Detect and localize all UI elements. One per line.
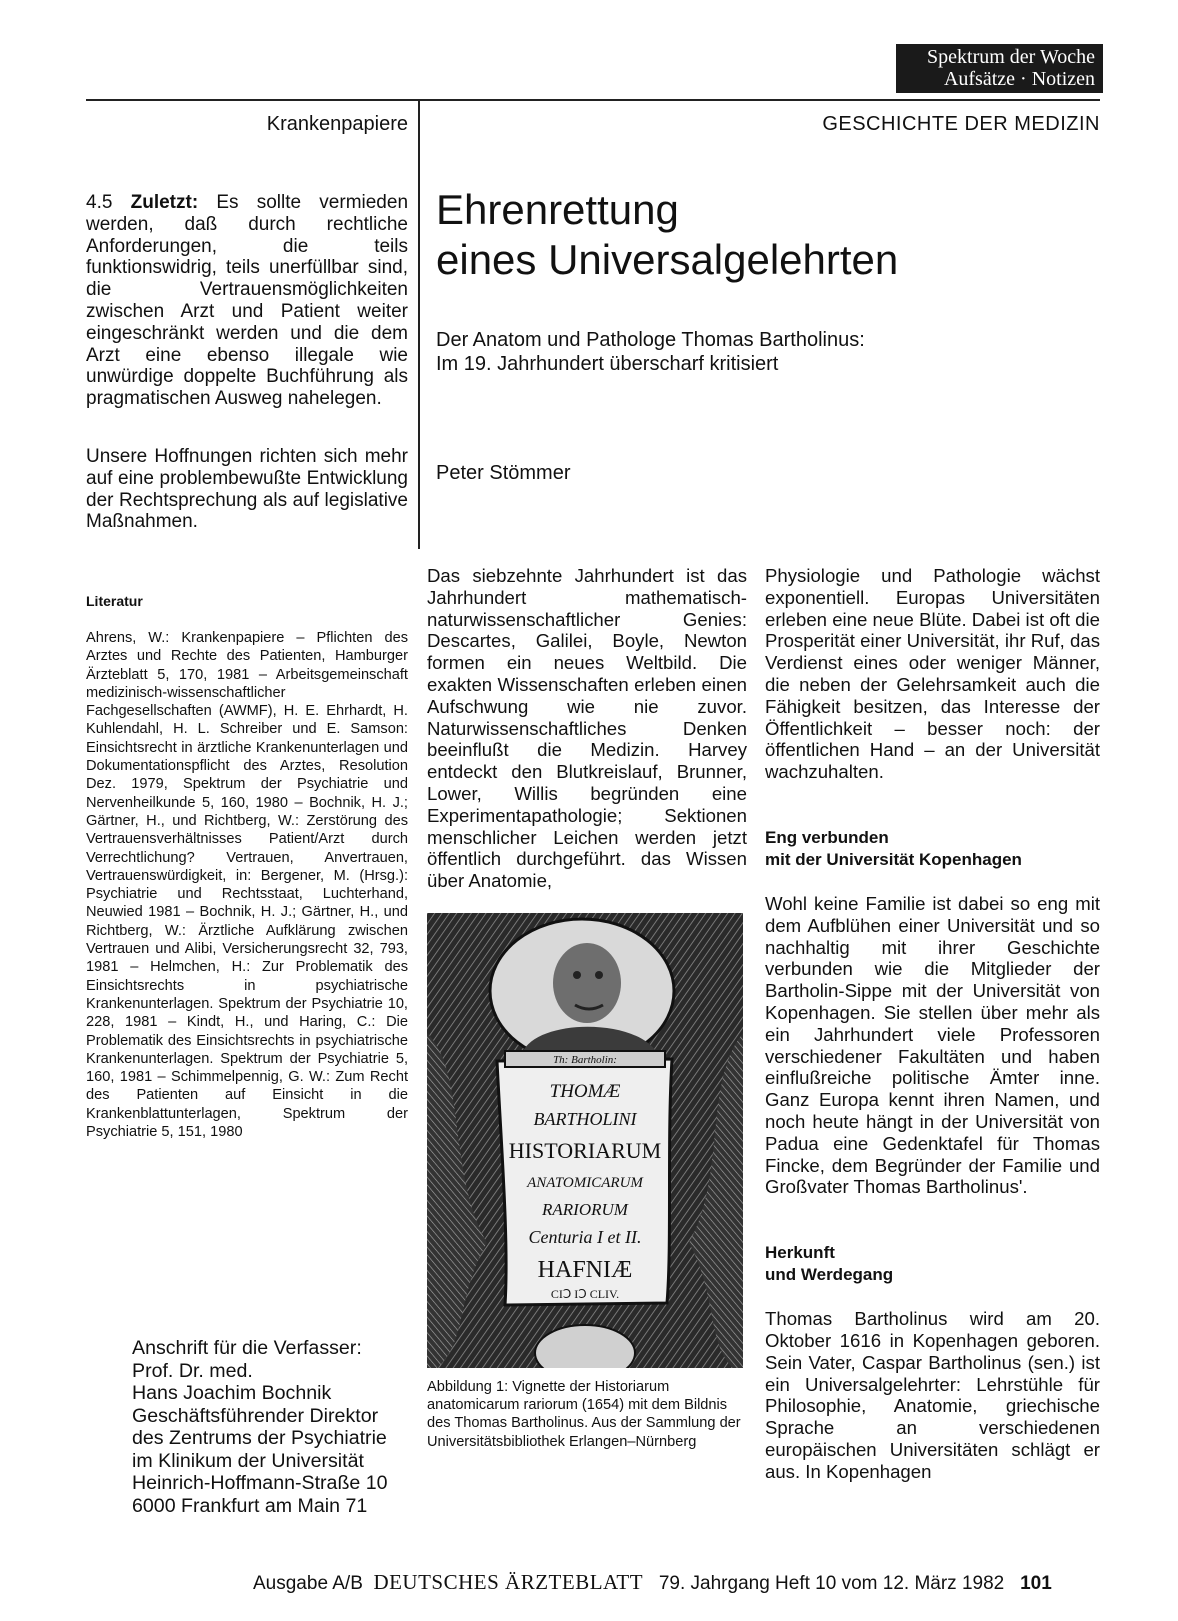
references-list (86, 629, 408, 1141)
references-heading: Literatur (86, 593, 143, 609)
body-paragraph: Das siebzehnte Jahrhundert ist das Jahrhundert mathematisch-naturwissenschaftlicher Genies: Descartes, Galilei, Boyle, Newton formen ein neues Weltbild. Die exakten Wissenschaften erleben einen Aufschwung wie nie zuvor. Naturwissenschaftliches Denken beeinflußt die Medizin. Harvey entdeckt den Blutkreislauf, Brunner, Lower, Willis begründen eine Experimentapathologie; Sektionen menschlicher Leichen werden jetzt öffentlich durchgeführt. das Wissen über Anatomie, (427, 565, 747, 892)
badge-line-2: Aufsätze · Notizen (943, 68, 1095, 90)
section-badge (896, 44, 1103, 93)
section-label-right: GESCHICHTE DER MEDIZIN (822, 113, 1100, 135)
subheading-1 (765, 827, 1100, 871)
footer-journal: DEUTSCHES ÄRZTEBLATT (373, 1570, 644, 1594)
body-column-2 (427, 565, 747, 892)
address-line: Hans Joachim Bochnik (132, 1382, 332, 1404)
article-subtitle (436, 328, 865, 376)
subtitle-line-1: Der Anatom und Pathologe Thomas Bartholinus: (436, 329, 865, 351)
plate-line-5: RARIORUM (542, 1200, 628, 1219)
author-address (132, 1337, 432, 1517)
address-line: des Zentrums der Psychiatrie (132, 1427, 387, 1449)
address-line: Prof. Dr. med. (132, 1359, 253, 1382)
plate-line-4: ANATOMICARUM (527, 1175, 643, 1191)
section-label-left: Krankenpapiere (266, 113, 408, 135)
page-number: 101 (1020, 1573, 1052, 1594)
body-paragraph: Physiologie und Pathologie wächst exponentiell. Europas Universitäten erleben eine neue Blüte. Dabei ist oft die Prosperität einer Universität, ihr Ruf, das Verdienst eines oder weniger Männer, die neben der Gelehrsamkeit auch die Fähigkeit besitzen, das Interesse der Öffentlichkeit – besser noch: der öffentlichen Hand – an der Universität wachzuhalten. (765, 565, 1100, 783)
paragraph-text: Es sollte vermieden werden, daß durch rechtliche Anforderungen, die teils funktionswidrig, teils unerfüllbar sind, die Vertrauensmöglichkeiten zwischen Arzt und Patient weiter eingeschränkt werden und die dem Arzt eine ebenso illegale wie unwürdige doppelte Buchführung als pragmatischen Ausweg nahelegen. (86, 192, 409, 410)
plate-line-8: CIↃ IↃ CLIV. (550, 1287, 620, 1301)
figure-vignette (427, 913, 743, 1368)
title-line-1: Ehrenrettung (436, 186, 679, 233)
body-paragraph: Thomas Bartholinus wird am 20. Oktober 1616 in Kopenhagen geboren. Sein Vater, Caspar Bartholinus (sen.) ist ein Universalgelehrter: Lehrstühle für Philosophie, Anatomie, griechische Sprache an verschiedenen europäischen Universitäten schlägt er aus. In Kopenhagen (765, 1308, 1100, 1482)
subtitle-line-2: Im 19. Jahrhundert überscharf kritisiert (436, 353, 779, 375)
vignette-illustration (427, 913, 743, 1368)
plate-line-7: HAFNIÆ (537, 1257, 633, 1283)
address-line: Heinrich-Hoffmann-Straße 10 (132, 1472, 388, 1494)
top-rule (86, 99, 1100, 101)
title-line-2: eines Universalgelehrten (436, 236, 899, 283)
footer-edition: Ausgabe A/B (253, 1573, 363, 1594)
plate-line-2: BARTHOLINI (533, 1109, 637, 1129)
paragraph-number: 4.5 (86, 192, 113, 213)
address-line: im Klinikum der Universität (132, 1449, 364, 1472)
subheading-line: Herkunft (765, 1243, 835, 1263)
paragraph-lead: Zuletzt: (130, 192, 199, 213)
figure-caption: Abbildung 1: Vignette der Historiarum anatomicarum rariorum (1654) mit dem Bildnis des Thomas Bartholinus. Aus der Sammlung der Universitätsbibliothek Erlangen–Nürnberg (427, 1379, 741, 1450)
references-text: Ahrens, W.: Krankenpapiere – Pflichten des Arztes und Rechte des Patienten, Hamburger Ärzteblatt 5, 170, 1981 – Arbeitsgemeinschaft medizinisch-wissenschaftlicher Fachgesellschaften (AWMF), H. E. Ehrhardt, H. Kuhlendahl, H. L. Schreiber und E. Samson: Einsichtsrecht in ärztliche Krankenunterlagen und Dokumentationspflicht des Arztes, Resolution Dez. 1979, Spektrum der Psychiatrie und Nervenheilkunde 5, 160, 1980 – Bochnik, H. J.; Gärtner, H., und Richtberg, W.: Zerstörung des Vertrauensverhältnisses Patient/Arzt durch Verrechtlichung? Vertrauen, Anvertrauen, Vertrauenswürdigkeit, in: Bergener, M. (Hrsg.): Psychiatrie und Rechtsstaat, Luchterhand, Neuwied 1981 – Bochnik, H. J.; Gärtner, H., und Richtberg, W.: Ärztliche Aufklärung zwischen Vertrauen und Alibi, Versicherungsrecht 32, 793, 1981 – Helmchen, H.: Zur Problematik des Einsichtsrechts in psychiatrische Krankenunterlagen. Spektrum der Psychiatrie 10, 228, 1981 – Kindt, H., und Haring, C.: Die Problematik des Einsichtsrechts in psychiatrische Krankenunterlagen. Spektrum der Psychiatrie 5, 160, 1981 – Schimmelpennig, G. W.: Zum Recht des Patienten auf Einsicht in die Krankenblattunterlagen, Spektrum der Psychiatrie 5, 151, 1980 (86, 630, 408, 1141)
subheading-2 (765, 1242, 1100, 1286)
left-paragraph-1 (86, 192, 408, 410)
address-line: Anschrift für die Verfasser: (132, 1337, 362, 1359)
plate-line-3: HISTORIARUM (508, 1138, 662, 1163)
plate-signature: Th: Bartholin: (553, 1054, 617, 1066)
left-paragraph-2 (86, 446, 408, 533)
plate-line-1: THOMÆ (549, 1081, 621, 1102)
plate-line-6: Centuria I et II. (528, 1227, 642, 1247)
badge-line-1: Spektrum der Woche (927, 46, 1095, 68)
article-author: Peter Stömmer (436, 462, 571, 484)
subheading-line: mit der Universität Kopenhagen (765, 849, 1022, 869)
address-line: 6000 Frankfurt am Main 71 (132, 1494, 368, 1517)
address-line: Geschäftsführender Direktor (132, 1404, 379, 1427)
subheading-line: und Werdegang (765, 1265, 894, 1285)
body-column-3 (765, 565, 1100, 1483)
paragraph-text: Unsere Hoffnungen richten sich mehr auf eine problembewußte Entwicklung der Rechtsprechung als auf legislative Maßnahmen. (86, 446, 408, 533)
subheading-line: Eng verbunden (765, 827, 889, 847)
column-divider (418, 99, 420, 549)
footer-issue: 79. Jahrgang Heft 10 vom 12. März 1982 (658, 1573, 1005, 1594)
page-footer (253, 1570, 1052, 1595)
article-title (436, 185, 898, 285)
body-paragraph: Wohl keine Familie ist dabei so eng mit dem Aufblühen einer Universität und so nachhaltig mit ihrer Geschichte verbunden wie die Mitglieder der Bartholin-Sippe mit der Universität von Kopenhagen. Sie stellen über mehr als ein Jahrhundert viele Professoren verschiedener Fakultäten und haben einflußreiche politische Ämter inne. Ganz Europa kennt ihren Namen, und noch heute hängt in der Universität von Padua eine Gedenktafel für Thomas Fincke, dem Begründer der Familie und Großvater Thomas Bartholinus'. (765, 892, 1100, 1198)
